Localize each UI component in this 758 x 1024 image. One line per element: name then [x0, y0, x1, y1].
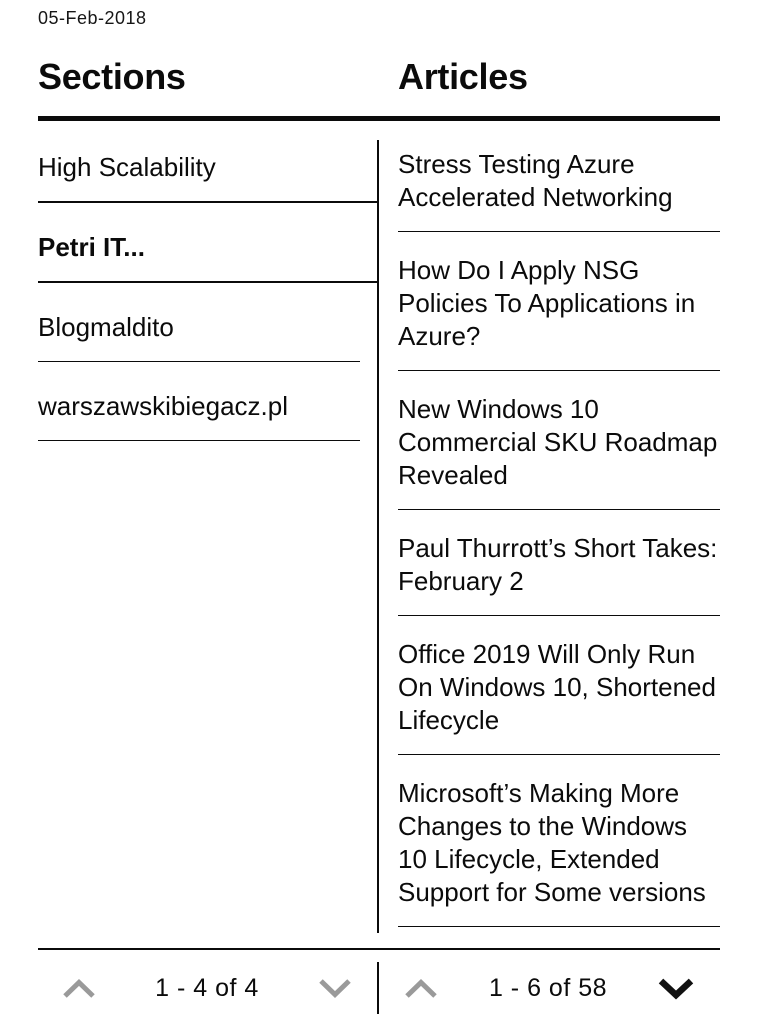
chevron-up-icon [404, 978, 438, 999]
article-item[interactable] [398, 124, 720, 232]
section-item-blogmaldito[interactable] [38, 283, 360, 362]
section-item-label: Petri IT... [38, 232, 145, 262]
articles-list [398, 124, 720, 927]
section-item-high-scalability[interactable] [38, 124, 378, 203]
section-item-petri-it[interactable] [38, 203, 378, 283]
articles-pager-range-label: 1 - 6 of 58 [488, 973, 608, 1002]
article-title: Office 2019 Will Only Run On Windows 10, Shortened Lifecycle [398, 639, 716, 735]
chevron-down-icon [658, 977, 694, 1000]
sections-pager [38, 958, 378, 1018]
article-item[interactable] [398, 510, 720, 616]
articles-page-down-button[interactable] [658, 977, 694, 1000]
header-double-rule [38, 116, 720, 121]
article-title: Microsoft’s Making More Changes to the Windows 10 Lifecycle, Extended Support for Some versions [398, 778, 706, 907]
sections-page-down-button[interactable] [318, 978, 352, 999]
pager-top-rule [38, 948, 720, 950]
article-item[interactable] [398, 371, 720, 510]
article-item[interactable] [398, 616, 720, 755]
chevron-down-icon [318, 978, 352, 999]
article-title: How Do I Apply NSG Policies To Applications in Azure? [398, 255, 696, 351]
article-title: Stress Testing Azure Accelerated Networking [398, 149, 673, 212]
section-item-label: Blogmaldito [38, 312, 174, 342]
sections-page-up-button[interactable] [62, 978, 96, 999]
article-item[interactable] [398, 755, 720, 927]
articles-header: Articles [398, 56, 528, 97]
sections-list [38, 124, 378, 441]
article-title: New Windows 10 Commercial SKU Roadmap Revealed [398, 394, 718, 490]
article-item[interactable] [398, 232, 720, 371]
articles-page-up-button[interactable] [404, 978, 438, 999]
sections-header: Sections [38, 56, 186, 97]
section-item-label: High Scalability [38, 152, 216, 182]
sections-pager-range-label: 1 - 4 of 4 [155, 973, 259, 1002]
article-title: Paul Thurrott’s Short Takes: February 2 [398, 533, 718, 596]
issue-date: 05-Feb-2018 [38, 8, 147, 28]
chevron-up-icon [62, 978, 96, 999]
articles-pager [398, 958, 720, 1018]
section-item-warszawskibiegacz[interactable] [38, 362, 360, 441]
section-item-label: warszawskibiegacz.pl [38, 391, 288, 421]
